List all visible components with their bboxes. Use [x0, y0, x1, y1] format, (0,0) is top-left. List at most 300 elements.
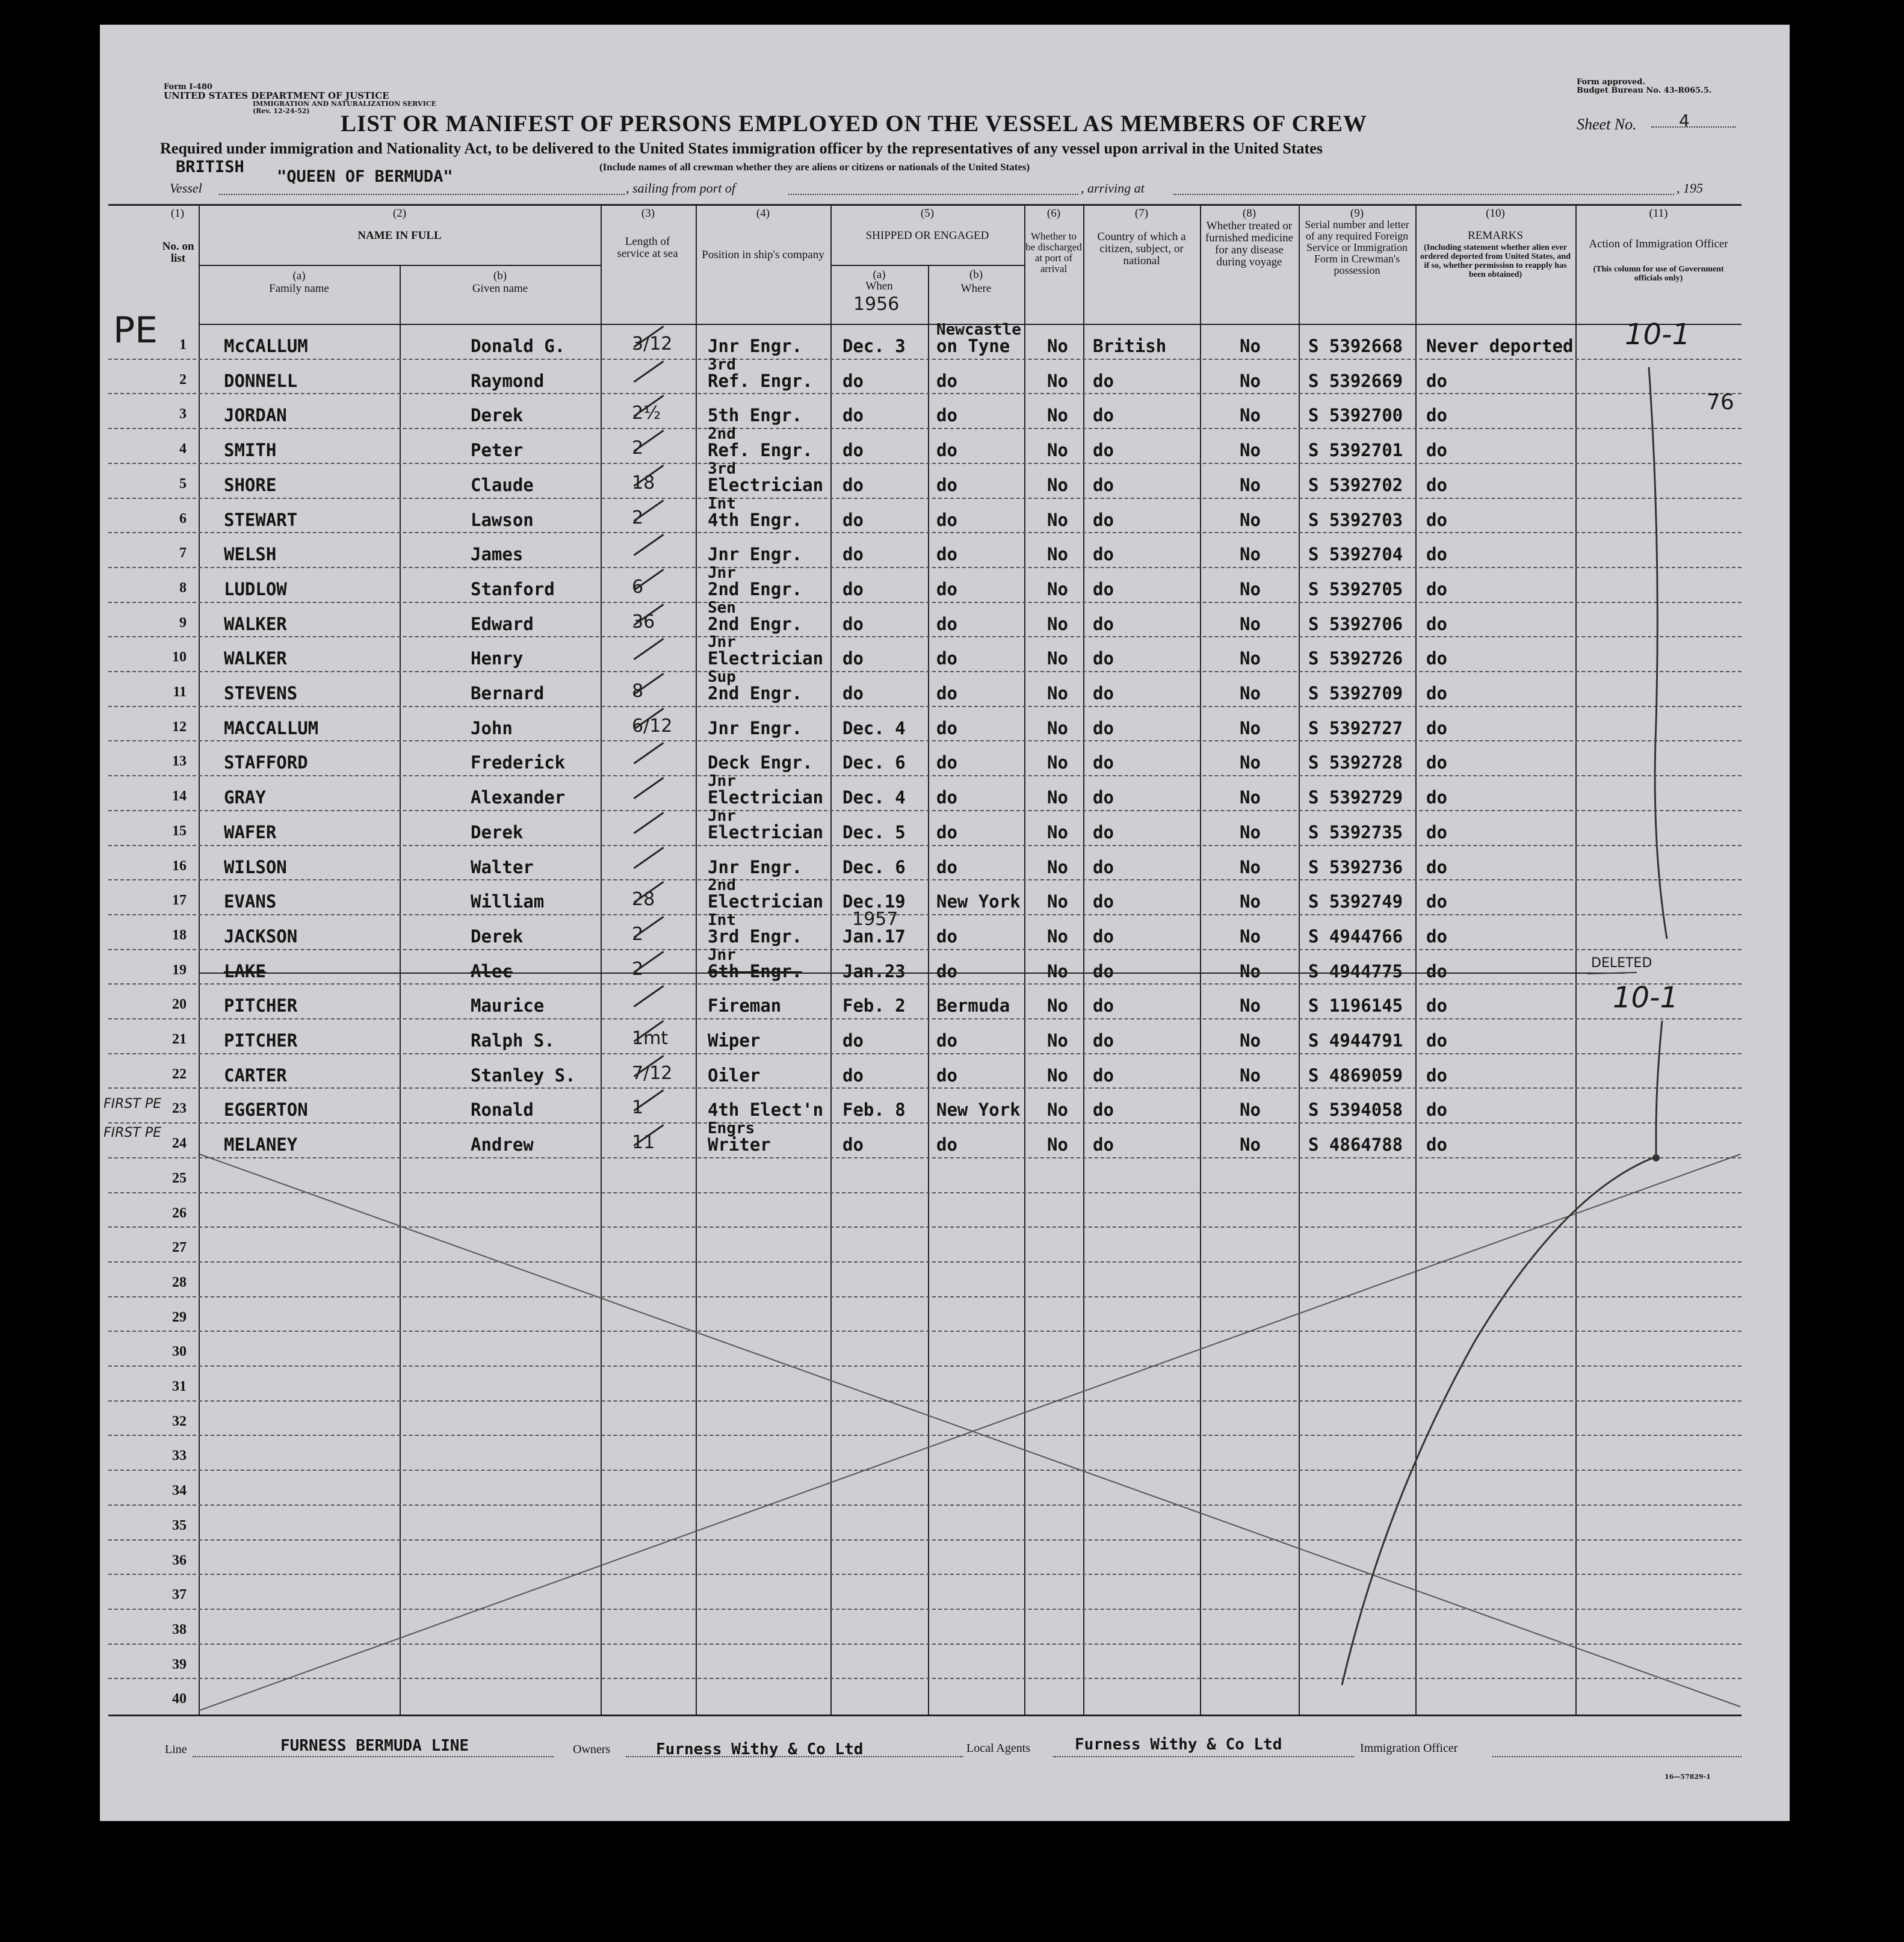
vessel-nationality: BRITISH: [176, 158, 244, 176]
pe-mark: PE: [113, 309, 158, 351]
medicine: No: [1240, 475, 1261, 495]
service-length: 2½: [632, 403, 661, 424]
shipped-where: do: [936, 787, 957, 808]
serial-number: S 5392706: [1308, 614, 1403, 634]
family-name: WILSON: [224, 857, 287, 877]
remarks: do: [1426, 440, 1447, 460]
family-name: STEWART: [224, 510, 298, 530]
given-name: Peter: [471, 440, 524, 460]
row-number: 6: [179, 511, 187, 527]
owners-value: Furness Withy & Co Ltd: [656, 1740, 864, 1758]
shipped-when: Dec. 6: [842, 857, 906, 877]
remarks: do: [1426, 405, 1447, 425]
serial-number: S 5392702: [1308, 475, 1403, 495]
country: do: [1093, 510, 1114, 530]
medicine: No: [1240, 1030, 1261, 1051]
include-note: (Include names of all crewman whether they are aliens or citizens or nationals of the United States): [599, 161, 1030, 173]
position-line2: Jnr Engr.: [708, 544, 803, 564]
discharged: No: [1047, 336, 1068, 356]
discharged: No: [1047, 787, 1068, 808]
country: do: [1093, 822, 1114, 843]
service-length: 6/12: [632, 716, 673, 737]
position-line2: Electrician: [708, 787, 824, 808]
shipped-when: do: [842, 405, 864, 425]
sheet-number: 4: [1679, 111, 1690, 131]
row-number: 9: [179, 615, 187, 631]
given-name: Donald G.: [471, 336, 566, 356]
action-bracket-1: [1649, 367, 1667, 939]
country: do: [1093, 579, 1114, 599]
medicine: No: [1240, 891, 1261, 912]
service-length: 1mt: [632, 1028, 669, 1049]
serial-number: S 5392669: [1308, 371, 1403, 391]
col2a-number: (a): [292, 270, 306, 282]
country: do: [1093, 440, 1114, 460]
row-number: 34: [172, 1483, 187, 1498]
family-name: WAFER: [224, 822, 277, 843]
shipped-when: do: [842, 1030, 864, 1051]
arriving-label: , arriving at: [1081, 181, 1145, 196]
shipped-when: do: [842, 544, 864, 564]
col2b-header: Given name: [472, 282, 528, 295]
shipped-when: do: [842, 440, 864, 460]
deleted-stamp: DELETED: [1591, 956, 1652, 971]
long-hand-line: [1342, 1157, 1656, 1685]
row-number: 4: [179, 441, 187, 457]
first-pe-note: FIRST PE: [104, 1125, 161, 1140]
medicine: No: [1240, 405, 1261, 425]
shipped-where: do: [936, 544, 957, 564]
medicine: No: [1240, 510, 1261, 530]
vessel-label: Vessel: [170, 181, 202, 196]
shipped-where: do: [936, 857, 957, 877]
country: do: [1093, 544, 1114, 564]
service-length: 36: [632, 611, 655, 632]
country: do: [1093, 1134, 1114, 1155]
row-number: 33: [172, 1448, 187, 1464]
remarks: do: [1426, 579, 1447, 599]
service-length: 6: [632, 577, 644, 598]
family-name: STEVENS: [224, 683, 298, 704]
row-number: 27: [172, 1240, 187, 1255]
country: do: [1093, 891, 1114, 912]
shipped-when: Jan.17: [842, 926, 906, 947]
remarks: do: [1426, 995, 1447, 1016]
shipped-when: do: [842, 510, 864, 530]
family-name: MACCALLUM: [224, 718, 319, 738]
shipped-where: New York: [936, 891, 1021, 912]
row-number: 7: [179, 545, 187, 561]
shipped-where: do: [936, 822, 957, 843]
discharged: No: [1047, 822, 1068, 843]
remarks: do: [1426, 544, 1447, 564]
medicine: No: [1240, 961, 1261, 982]
discharged: No: [1047, 510, 1068, 530]
country: do: [1093, 995, 1114, 1016]
shipped-where: do: [936, 614, 957, 634]
given-name: Andrew: [471, 1134, 534, 1155]
discharged: No: [1047, 405, 1068, 425]
discharged: No: [1047, 752, 1068, 773]
country: do: [1093, 1065, 1114, 1086]
serial-number: S 4944775: [1308, 961, 1403, 982]
serial-number: S 5392736: [1308, 857, 1403, 877]
serial-number: S 5392728: [1308, 752, 1403, 773]
given-name: Walter: [471, 857, 534, 877]
given-name: Stanley S.: [471, 1065, 576, 1086]
position-line2: Electrician: [708, 822, 824, 843]
family-name: CARTER: [224, 1065, 287, 1086]
discharged: No: [1047, 579, 1068, 599]
shipped-where: do: [936, 510, 957, 530]
position-line2: Electrician: [708, 891, 824, 912]
shipped-where: do: [936, 405, 957, 425]
row-number: 32: [172, 1414, 187, 1429]
shipped-when: Feb. 2: [842, 995, 906, 1016]
col10-number: (10): [1486, 207, 1505, 220]
family-name: PITCHER: [224, 995, 298, 1016]
remarks: do: [1426, 926, 1447, 947]
given-name: Raymond: [471, 371, 545, 391]
col3-number: (3): [641, 207, 655, 220]
col4-header: Position in ship's company: [702, 249, 824, 261]
medicine: No: [1240, 1134, 1261, 1155]
agents-label: Local Agents: [966, 1742, 1031, 1755]
print-code: 16—57829-1: [1664, 1773, 1711, 1781]
subtitle: Required under immigration and Nationality Act, to be delivered to the United States immigration officer by the representatives of any vessel upon arrival in the United States: [160, 140, 1323, 157]
position-line1: Jnr: [708, 807, 736, 825]
shipped-where: do: [936, 752, 957, 773]
family-name: MELANEY: [224, 1134, 298, 1155]
medicine: No: [1240, 752, 1261, 773]
family-name: WALKER: [224, 648, 287, 669]
row-number: 24: [172, 1136, 187, 1151]
discharged: No: [1047, 1030, 1068, 1051]
given-name: Maurice: [471, 995, 545, 1016]
country: do: [1093, 371, 1114, 391]
col4-number: (4): [756, 207, 770, 220]
row-number: 8: [179, 580, 187, 596]
medicine: No: [1240, 995, 1261, 1016]
shipped-where: on Tyne: [936, 336, 1010, 356]
col2a-header: Family name: [269, 282, 329, 295]
discharged: No: [1047, 1134, 1068, 1155]
position-line2: Wiper: [708, 1030, 761, 1051]
shipped-where: do: [936, 718, 957, 738]
position-line1: 2nd: [708, 876, 736, 894]
service-length: 1: [632, 1097, 644, 1118]
medicine: No: [1240, 822, 1261, 843]
position-line2: Deck Engr.: [708, 752, 813, 773]
row-number: 35: [172, 1518, 187, 1533]
shipped-where: New York: [936, 1099, 1021, 1120]
col11-header: Action of Immigration Officer: [1589, 238, 1728, 250]
remarks: do: [1426, 787, 1447, 808]
medicine: No: [1240, 579, 1261, 599]
country: do: [1093, 648, 1114, 669]
given-name: Alexander: [471, 787, 566, 808]
shipped-when: Dec. 4: [842, 718, 906, 738]
serial-number: S 5392701: [1308, 440, 1403, 460]
year-1956: 1956: [853, 294, 900, 315]
service-name: IMMIGRATION AND NATURALIZATION SERVICE: [253, 100, 436, 108]
form-number: Form I-480: [164, 82, 212, 91]
officer-label: Immigration Officer: [1360, 1742, 1458, 1755]
row-number: 20: [172, 997, 187, 1012]
remarks: do: [1426, 822, 1447, 843]
col11-number: (11): [1649, 207, 1668, 220]
given-name: Bernard: [471, 683, 545, 704]
col5b-number: (b): [969, 268, 983, 281]
position-line2: Electrician: [708, 475, 824, 495]
shipped-when: Dec. 3: [842, 336, 906, 356]
discharged: No: [1047, 1099, 1068, 1120]
row-number: 10: [172, 649, 187, 665]
row-number: 12: [172, 719, 187, 735]
serial-number: S 5392729: [1308, 787, 1403, 808]
position-line2: 2nd Engr.: [708, 614, 803, 634]
country: do: [1093, 475, 1114, 495]
col6-header: Whether to be discharged at port of arrival: [1025, 230, 1082, 274]
service-length: 11: [632, 1132, 655, 1153]
country: do: [1093, 857, 1114, 877]
shipped-when: do: [842, 614, 864, 634]
family-name: LAKE: [224, 961, 266, 982]
serial-number: S 5392705: [1308, 579, 1403, 599]
position-line1: Int: [708, 911, 736, 929]
col7-number: (7): [1134, 207, 1149, 220]
country: do: [1093, 718, 1114, 738]
line-label: Line: [165, 1743, 187, 1756]
serial-number: S 5392727: [1308, 718, 1403, 738]
discharged: No: [1047, 440, 1068, 460]
family-name: SHORE: [224, 475, 277, 495]
given-name: Ronald: [471, 1099, 534, 1120]
col2-number: (2): [392, 207, 407, 220]
position-line1: 2nd: [708, 425, 736, 443]
country: do: [1093, 1099, 1114, 1120]
col9-number: (9): [1350, 207, 1364, 220]
line-rule: [193, 1756, 554, 1757]
given-name: Lawson: [471, 510, 534, 530]
country: do: [1093, 752, 1114, 773]
position-line2: Ref. Engr.: [708, 371, 813, 391]
shipped-when: Feb. 8: [842, 1099, 906, 1120]
service-length: 2: [632, 438, 644, 459]
medicine: No: [1240, 718, 1261, 738]
col10-header: REMARKS: [1468, 229, 1523, 242]
discharged: No: [1047, 718, 1068, 738]
position-line2: 2nd Engr.: [708, 683, 803, 704]
shipped-where: do: [936, 475, 957, 495]
row-number: 23: [172, 1101, 187, 1116]
medicine: No: [1240, 787, 1261, 808]
remarks: do: [1426, 614, 1447, 634]
form-revision: (Rev. 12-24-52): [253, 107, 310, 115]
given-name: John: [471, 718, 513, 738]
serial-number: S 4869059: [1308, 1065, 1403, 1086]
given-name: Edward: [471, 614, 534, 634]
shipped-when: do: [842, 371, 864, 391]
col6-number: (6): [1046, 207, 1061, 220]
row-number: 40: [172, 1691, 187, 1707]
row-number: 2: [179, 372, 187, 388]
position-line2: Writer: [708, 1134, 771, 1155]
row-number: 37: [172, 1587, 187, 1603]
given-name: Henry: [471, 648, 524, 669]
discharged: No: [1047, 961, 1068, 982]
shipped-when: do: [842, 648, 864, 669]
row-number: 29: [172, 1310, 187, 1325]
remarks: Never deported: [1426, 336, 1574, 356]
remarks: do: [1426, 1030, 1447, 1051]
serial-number: S 5392749: [1308, 891, 1403, 912]
col8-number: (8): [1242, 207, 1256, 220]
family-name: DONNELL: [224, 371, 298, 391]
position-line2: Ref. Engr.: [708, 440, 813, 460]
remarks: do: [1426, 891, 1447, 912]
position-line2: Jnr Engr.: [708, 857, 803, 877]
country: do: [1093, 405, 1114, 425]
discharged: No: [1047, 648, 1068, 669]
country: do: [1093, 926, 1114, 947]
given-name: Derek: [471, 926, 524, 947]
agents-rule: [1053, 1756, 1354, 1757]
discharged: No: [1047, 475, 1068, 495]
serial-number: S 4944791: [1308, 1030, 1403, 1051]
shipped-where: do: [936, 961, 957, 982]
shipped-when: do: [842, 579, 864, 599]
serial-number: S 5392703: [1308, 510, 1403, 530]
position-line1: Jnr: [708, 633, 736, 651]
medicine: No: [1240, 371, 1261, 391]
serial-number: S 5392726: [1308, 648, 1403, 669]
family-name: GRAY: [224, 787, 266, 808]
medicine: No: [1240, 336, 1261, 356]
position-line1: Jnr: [708, 564, 736, 582]
owners-label: Owners: [573, 1743, 611, 1756]
family-name: JACKSON: [224, 926, 298, 947]
medicine: No: [1240, 440, 1261, 460]
given-name: Stanford: [471, 579, 555, 599]
position-line2: 5th Engr.: [708, 405, 803, 425]
shipped-where: do: [936, 926, 957, 947]
country: do: [1093, 614, 1114, 634]
country: do: [1093, 683, 1114, 704]
row-number: 21: [172, 1031, 187, 1047]
year-1957: 1957: [852, 909, 898, 930]
col3-header: Length of service at sea: [617, 235, 678, 260]
country: do: [1093, 1030, 1114, 1051]
given-name: Alec: [471, 961, 513, 982]
discharged: No: [1047, 614, 1068, 634]
form-approved: Form approved.: [1577, 78, 1645, 87]
row-number: 14: [172, 788, 187, 804]
shipped-where: do: [936, 648, 957, 669]
discharged: No: [1047, 371, 1068, 391]
row-number: 11: [173, 684, 187, 700]
shipped-when: Dec. 4: [842, 787, 906, 808]
serial-number: S 5392709: [1308, 683, 1403, 704]
given-name: Derek: [471, 405, 524, 425]
col2-header: NAME IN FULL: [357, 229, 442, 242]
shipped-where: do: [936, 579, 957, 599]
remarks: do: [1426, 718, 1447, 738]
medicine: No: [1240, 857, 1261, 877]
line-value: FURNESS BERMUDA LINE: [280, 1737, 469, 1755]
row-number: 5: [179, 476, 187, 492]
col10-note: (Including statement whether alien ever ordered deported from United States, and if so, whether permission to reapply has been obtained): [1420, 243, 1571, 279]
row-number: 16: [172, 858, 187, 874]
col1-header: No. on list: [162, 240, 194, 265]
medicine: No: [1240, 1065, 1261, 1086]
position-line2: Jnr Engr.: [708, 718, 803, 738]
discharged: No: [1047, 544, 1068, 564]
medicine: No: [1240, 1099, 1261, 1120]
shipped-where: do: [936, 1134, 957, 1155]
position-line1: Sup: [708, 668, 736, 686]
discharged: No: [1047, 926, 1068, 947]
shipped-when: Dec. 6: [842, 752, 906, 773]
position-line1: Jnr: [708, 946, 736, 964]
discharged: No: [1047, 995, 1068, 1016]
row-number: 1: [179, 337, 187, 353]
shipped-when: Jan.23: [842, 961, 906, 982]
sailing-label: , sailing from port of: [626, 181, 735, 196]
country: do: [1093, 961, 1114, 982]
remarks: do: [1426, 961, 1447, 982]
family-name: SMITH: [224, 440, 277, 460]
row-number: 25: [172, 1170, 187, 1186]
service-length: 2: [632, 959, 644, 980]
pen-dot: [1652, 1154, 1660, 1161]
officer-rule: [1492, 1756, 1742, 1757]
col11-note: (This column for use of Government officials only): [1593, 265, 1724, 283]
serial-number: S 5392668: [1308, 336, 1403, 356]
position-line2: 6th Engr.: [708, 961, 803, 982]
remarks: do: [1426, 1134, 1447, 1155]
service-length: 8: [632, 681, 644, 702]
family-name: JORDAN: [224, 405, 287, 425]
col8-header: Whether treated or furnished medicine for any disease during voyage: [1205, 220, 1294, 268]
serial-number: S 5392735: [1308, 822, 1403, 843]
budget-bureau: Budget Bureau No. 43-R065.5.: [1577, 86, 1712, 95]
col5b-header: Where: [960, 282, 992, 295]
action-mark-mid: 10-1: [1613, 981, 1678, 1015]
action-mark-top: 10-1: [1625, 318, 1690, 351]
position-line1: Sen: [708, 599, 736, 617]
shipped-where-line1: Newcastle: [936, 321, 1021, 339]
given-name: Derek: [471, 822, 524, 843]
serial-number: S 4864788: [1308, 1134, 1403, 1155]
page-title: LIST OR MANIFEST OF PERSONS EMPLOYED ON THE VESSEL AS MEMBERS OF CREW: [341, 111, 1367, 137]
remarks: do: [1426, 1065, 1447, 1086]
shipped-where: do: [936, 1065, 957, 1086]
row-number: 13: [172, 753, 187, 769]
position-line2: Jnr Engr.: [708, 336, 803, 356]
col7-header: Country of which a citizen, subject, or national: [1097, 230, 1186, 267]
position-line2: Electrician: [708, 648, 824, 669]
shipped-where: Bermuda: [936, 995, 1010, 1016]
position-line1: 3rd: [708, 356, 736, 374]
remarks: do: [1426, 752, 1447, 773]
shipped-when: do: [842, 683, 864, 704]
remarks: do: [1426, 371, 1447, 391]
given-name: Claude: [471, 475, 534, 495]
serial-number: S 5392704: [1308, 544, 1403, 564]
given-name: William: [471, 891, 545, 912]
shipped-where: do: [936, 440, 957, 460]
